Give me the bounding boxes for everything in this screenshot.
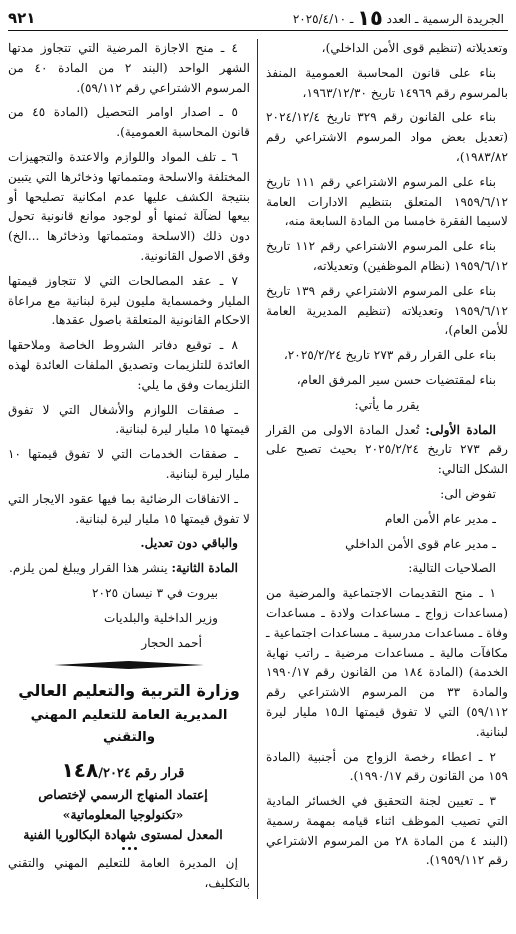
paragraph-text: تفوض الى:: [440, 486, 496, 501]
decree-subject-line-3: المعدل لمستوى شهادة البكالوريا الفنية: [23, 827, 223, 843]
left-paragraphs: [8, 39, 250, 579]
paragraph: [8, 534, 250, 554]
paragraph-text: ٦ ـ تلف المواد واللوازم والاعتدة والتجهيزات المختلفة والاسلحة ومتمماتها وذخائرها التي يتبين بنتيجة الكشف عليها عدم امكانية تصليحها أو بيعها لضآلة ثمنها أو لوجود موانع قانونية تحول دون ذلك (الاسلحة ومتمماتها وذخائرها ...الخ) وفق الاصول القانونية.: [8, 149, 250, 263]
two-column-body: [8, 39, 508, 919]
paragraph: [266, 584, 508, 742]
decree-subject-line-1: إعتماد المنهاج الرسمي لإختصاص: [38, 787, 208, 803]
decree-closing-line: إن المديرة العامة للتعليم المهني والتقني بالتكليف،: [8, 856, 250, 891]
paragraph: [266, 748, 508, 788]
paragraph-text: ـ صفقات اللوازم والأشغال التي لا تفوق قيمتها ١٥ مليار ليرة لبنانية.: [8, 402, 250, 437]
paragraph: [266, 282, 508, 341]
paragraph: [266, 64, 508, 104]
paragraph-text: بناء على القرار رقم ٢٧٣ تاريخ ٢٠٢٥/٢/٢٤،: [283, 348, 496, 363]
paragraph-text: ـ صفقات الخدمات التي لا تفوق قيمتها ١٠ مليار ليرة لبنانية.: [8, 447, 250, 481]
paragraph-text: ١ ـ منح التقديمات الاجتماعية والمرضية من (مساعدات زواج ـ مساعدات ولادة ـ مساعدات وفاة ـ مساعدات مدرسية ـ مساعدات اجتماعية ـ مكافآت مالية ـ مساعدات مرضية ـ راتب نهاية الخدمة) (المادة ١٨٤ من القانون رقم ١٩٩٠/١٧ والمادة ٣٣ من المرسوم الاشتراعي رقم ٥٩/١١٢) التي لا تفوق قيمتها الـ١٥ مليار ليرة لبنانية.: [266, 586, 508, 739]
gazette-name: الجريدة الرسمية ـ العدد: [386, 12, 504, 26]
issue-number: ١٥: [357, 6, 383, 30]
paragraph: [8, 272, 250, 331]
gazette-title: [293, 6, 504, 31]
paragraph: [266, 559, 508, 579]
paragraph: [266, 371, 508, 391]
paragraph-text: ٤ ـ منح الاجازة المرضية التي تتجاوز مدتها الشهر الواحد (البند ٢ من المادة ٤٠ من المرسوم الاشتراعي رقم ٥٩/١١٢).: [8, 41, 250, 95]
paragraph: [8, 148, 250, 267]
page-header: [8, 6, 508, 31]
paragraph-text: ـ الاتفاقات الرضائية بما فيها عقود الايجار التي لا تفوق قيمتها ١٥ مليار ليرة لبنانية.: [8, 491, 250, 526]
paragraph-text: بناء لمقتضيات حسن سير المرفق العام،: [296, 372, 496, 387]
article-label: المادة الثانية:: [171, 561, 238, 576]
paragraph: [266, 108, 508, 167]
paragraph: [8, 39, 250, 98]
paragraph-text: والباقي دون تعديل.: [140, 536, 238, 551]
paragraph-text: بناء على المرسوم الاشتراعي رقم ١١١ تاريخ ١٩٥٩/٦/١٢ المتعلق بتنظيم الادارات العامة لاسيما الفقرة خامسا من المادة السابعة منه،: [266, 174, 508, 229]
column-divider: [257, 39, 258, 899]
signature-place-date: بيروت في ٣ نيسان ٢٠٢٥: [92, 585, 218, 600]
paragraph-text: بناء على قانون المحاسبة العمومية المنفذ بالمرسوم رقم ١٤٩٦٩ تاريخ ١٩٦٣/١٢/٣٠،: [266, 65, 508, 100]
ornament-dots-icon: [8, 847, 250, 850]
left-column: [8, 39, 250, 899]
issue-date: ـ ٢٠٢٥/٤/١٠: [292, 12, 354, 26]
paragraph: [266, 792, 508, 871]
paragraph-text: ٨ ـ توقيع دفاتر الشروط الخاصة وملاحقها العائدة للتلزيمات وتصديق الملفات العائدة لهذه التلزيمات وفق ما يلي:: [8, 338, 250, 392]
paragraph: [8, 336, 250, 395]
paragraph-text: بناء على المرسوم الاشتراعي رقم ١٣٩ تاريخ ١٩٥٩/٦/١٢ وتعديلاته (تنظيم المديرية العامة للأمن العام)،: [266, 283, 508, 338]
paragraph-text: تُعدل المادة الاولى من القرار رقم ٢٧٣ تاريخ ٢٠٢٥/٢/٢٤ بحيث تصبح على الشكل التالي:: [266, 422, 509, 477]
paragraph-text: بناء على المرسوم الاشتراعي رقم ١١٢ تاريخ ١٩٥٩/٦/١٢ (نظام الموظفين) وتعديلاته،: [266, 239, 508, 273]
paragraph: [8, 103, 250, 143]
paragraph: [266, 421, 508, 480]
ministry-heading: وزارة التربية والتعليم العالي: [18, 681, 240, 701]
paragraph-text: ـ مدير عام قوى الأمن الداخلي: [345, 536, 496, 551]
signature-role: وزير الداخلية والبلديات: [104, 610, 218, 625]
department-heading: المديرية العامة للتعليم المهني والتقني: [30, 708, 228, 746]
paragraph: [8, 445, 250, 485]
paragraph: [266, 346, 508, 366]
paragraph-text: ٢ ـ اعطاء رخصة الزواج من أجنبية (المادة ١٥٩ من القانون رقم ١٩٩٠/١٧).: [266, 749, 508, 784]
decree-year: /٢٠٢٤: [98, 766, 131, 782]
paragraph-text: وتعديلاته (تنظيم قوى الأمن الداخلي)،: [321, 41, 508, 55]
paragraph-text: بناء على القانون رقم ٣٢٩ تاريخ ٢٠٢٤/١٢/٤ (تعديل بعض مواد المرسوم الاشتراعي رقم ١٩٨٣/٨٢)،: [266, 110, 508, 164]
decree-subject-line-2: «تكنولوجيا المعلوماتية»: [62, 807, 184, 823]
signature-name: أحمد الحجار: [141, 635, 202, 650]
paragraph-text: ٥ ـ اصدار اوامر التحصيل (المادة ٤٥ من قانون المحاسبة العمومية).: [8, 105, 250, 140]
paragraph: [8, 401, 250, 441]
article-label: المادة الأولى:: [425, 422, 496, 437]
paragraph-text: ـ مدير عام الأمن العام: [384, 511, 496, 526]
page-number: ٩٢١: [8, 9, 36, 27]
section-separator-icon: [8, 661, 250, 669]
paragraph: [8, 490, 250, 530]
paragraph: [266, 535, 508, 555]
paragraph-text: ٣ ـ تعيين لجنة التحقيق في الخسائر المادية التي تصيب الموظف اثناء قيامه بمهمة رسمية (البند ٤ من المادة ٢٨ من المرسوم الاشتراعي رقم ١٩٥٩/١١٢).: [266, 794, 508, 868]
paragraph: [266, 173, 508, 232]
paragraph: [266, 237, 508, 277]
paragraph-text: ينشر هذا القرار ويبلغ لمن يلزم.: [9, 561, 168, 576]
paragraph: [266, 510, 508, 530]
paragraph-text: ٧ ـ عقد المصالحات التي لا تتجاوز قيمتها المليار وخمسماية مليون ليرة لبنانية مع مراعاة الاحكام القانونية المتعلقة باصول عقدها.: [8, 273, 250, 328]
paragraph: [266, 485, 508, 505]
paragraph: [8, 559, 250, 579]
paragraph: [266, 396, 508, 416]
decree-number: [8, 759, 250, 785]
paragraph-text: الصلاحيات التالية:: [408, 561, 496, 576]
paragraph: [266, 39, 508, 59]
right-column: [266, 39, 508, 876]
decree-prefix: قرار رقم: [135, 766, 185, 782]
decree-number-value: ١٤٨: [61, 758, 99, 783]
paragraph-text: يقرر ما يأتي:: [354, 397, 420, 412]
